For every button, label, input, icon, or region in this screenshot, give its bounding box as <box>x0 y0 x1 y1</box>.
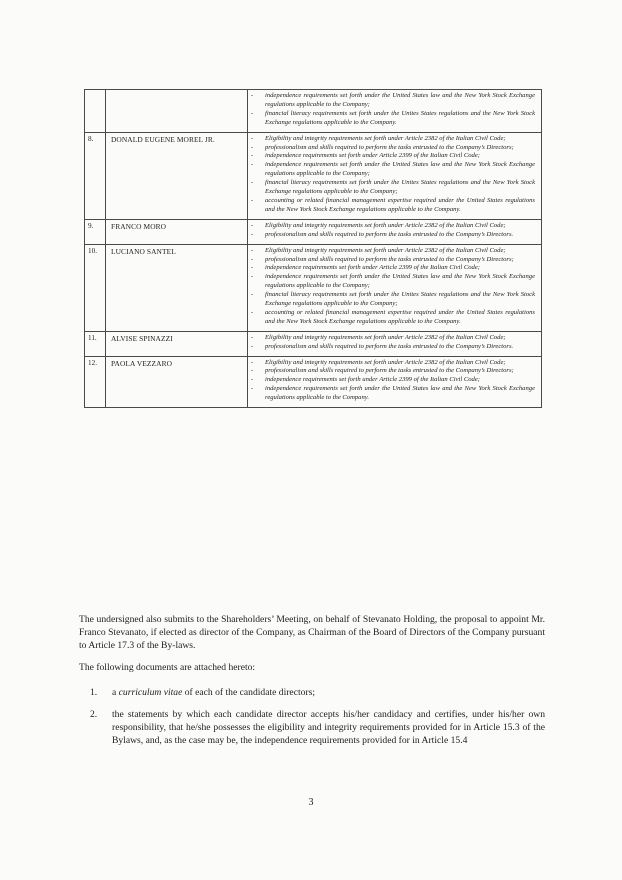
requirement-text: professionalism and skills required to perform the tasks entrusted to the Company’s Directors. <box>265 342 514 350</box>
requirement-item <box>248 334 535 343</box>
requirement-item <box>248 92 535 110</box>
candidate-name: FRANCO MORO <box>106 219 248 244</box>
attachment-item-2 <box>90 708 545 748</box>
requirement-item <box>248 247 535 256</box>
requirement-text: independence requirements set forth under Article 2399 of the Italian Civil Code; <box>265 152 480 160</box>
candidate-requirements <box>248 90 542 133</box>
requirement-text: professionalism and skills required to perform the tasks entrusted to the Company’s Directors; <box>265 367 514 375</box>
requirement-item <box>248 144 535 153</box>
attachment-item-text: a curriculum vitae of each of the candidate directors; <box>112 687 316 698</box>
dash-bullet-icon: - <box>251 221 254 229</box>
requirements-list <box>248 135 535 215</box>
requirement-item <box>248 222 535 231</box>
requirement-text: independence requirements set forth under the United States law and the New York Stock Exchange regulations applicable to the Company. <box>265 385 535 402</box>
requirement-text: accounting or related financial management expertise required under the United States regulations and the New York Stock Exchange regulations applicable to the Company. <box>265 196 535 213</box>
attachment-item-text: the statements by which each candidate director accepts his/her candidacy and certifies, under his/her own responsibility, that he/she possesses the eligibility and integrity requirements provided for in Article 15.3 of the Bylaws, and, as the case may be, the independence requirements provided for in Article 15.4 <box>112 709 545 747</box>
requirement-item <box>248 376 535 385</box>
requirement-text: Eligibility and integrity requirements set forth under Article 2382 of the Italian Civil Code; <box>265 246 506 254</box>
dash-bullet-icon: - <box>251 143 254 151</box>
requirement-item <box>248 359 535 368</box>
requirement-item <box>248 179 535 197</box>
requirement-item <box>248 231 535 240</box>
dash-bullet-icon: - <box>251 385 254 393</box>
requirement-item <box>248 273 535 291</box>
candidate-name: PAOLA VEZZARO <box>106 356 248 408</box>
emphasis: curriculum vitae <box>118 687 183 698</box>
dash-bullet-icon: - <box>251 273 254 281</box>
candidate-number: 10. <box>85 244 106 331</box>
requirement-item <box>248 152 535 161</box>
candidate-name <box>106 90 248 133</box>
dash-bullet-icon: - <box>251 196 254 204</box>
requirement-text: independence requirements set forth under the United States law and the New York Stock Exchange regulations applicable to the Company; <box>265 273 535 290</box>
requirement-text: independence requirements set forth under Article 2399 of the Italian Civil Code; <box>265 264 480 272</box>
requirement-text: Eligibility and integrity requirements set forth under Article 2382 of the Italian Civil Code; <box>265 134 506 142</box>
requirement-item <box>248 367 535 376</box>
attachment-item-number: 1. <box>90 687 98 698</box>
dash-bullet-icon: - <box>251 92 254 99</box>
requirements-list <box>248 334 535 352</box>
requirement-text: professionalism and skills required to perform the tasks entrusted to the Company’s Directors; <box>265 143 514 151</box>
requirement-item <box>248 343 535 352</box>
candidate-table <box>84 89 542 408</box>
dash-bullet-icon: - <box>251 179 254 187</box>
requirement-text: Eligibility and integrity requirements set forth under Article 2382 of the Italian Civil Code; <box>265 221 506 229</box>
candidate-row <box>85 132 542 219</box>
candidate-row <box>85 244 542 331</box>
dash-bullet-icon: - <box>251 109 254 117</box>
candidate-requirements <box>248 331 542 356</box>
requirement-item <box>248 309 535 327</box>
dash-bullet-icon: - <box>251 342 254 350</box>
attachment-item-1 <box>90 686 545 699</box>
candidate-requirements <box>248 244 542 331</box>
candidate-row <box>85 356 542 408</box>
requirement-text: independence requirements set forth under the United States law and the New York Stock Exchange regulations applicable to the Company; <box>265 92 535 108</box>
requirement-item <box>248 385 535 403</box>
requirements-list <box>248 247 535 327</box>
dash-bullet-icon: - <box>251 161 254 169</box>
dash-bullet-icon: - <box>251 333 254 341</box>
candidate-requirements <box>248 356 542 408</box>
candidate-name: DONALD EUGENE MOREL JR. <box>106 132 248 219</box>
requirements-list <box>248 222 535 240</box>
page-number: 3 <box>308 797 314 808</box>
candidate-name: LUCIANO SANTEL <box>106 244 248 331</box>
requirement-item <box>248 291 535 309</box>
dash-bullet-icon: - <box>251 358 254 366</box>
dash-bullet-icon: - <box>251 134 254 142</box>
requirement-text: financial literacy requirements set forth under the Unites States regulations and the New York Stock Exchange regulations applicable to the Company; <box>265 179 535 196</box>
candidate-number: 8. <box>85 132 106 219</box>
dash-bullet-icon: - <box>251 264 254 272</box>
requirement-item <box>248 161 535 179</box>
requirement-text: accounting or related financial management expertise required under the United States regulations and the New York Stock Exchange regulations applicable to the Company. <box>265 308 535 325</box>
requirements-list <box>248 359 535 404</box>
requirements-list <box>248 92 535 128</box>
candidate-row <box>85 331 542 356</box>
candidate-number: 11. <box>85 331 106 356</box>
requirement-item <box>248 264 535 273</box>
requirement-text: professionalism and skills required to perform the tasks entrusted to the Company’s Directors; <box>265 255 514 263</box>
attachments-intro: The following documents are attached hereto: <box>79 662 256 673</box>
dash-bullet-icon: - <box>251 246 254 254</box>
requirement-item <box>248 256 535 265</box>
candidate-requirements <box>248 132 542 219</box>
requirement-text: Eligibility and integrity requirements set forth under Article 2382 of the Italian Civil Code; <box>265 333 506 341</box>
dash-bullet-icon: - <box>251 152 254 160</box>
dash-bullet-icon: - <box>251 376 254 384</box>
dash-bullet-icon: - <box>251 230 254 238</box>
requirement-text: financial literacy requirements set forth under the Unites States regulations and the New York Stock Exchange regulations applicable to the Company; <box>265 291 535 308</box>
requirement-item <box>248 110 535 128</box>
dash-bullet-icon: - <box>251 367 254 375</box>
requirement-text: financial literacy requirements set forth under the Unites States regulations and the New York Stock Exchange regulations applicable to the Company. <box>265 109 535 126</box>
requirement-item <box>248 197 535 215</box>
candidate-number: 9. <box>85 219 106 244</box>
dash-bullet-icon: - <box>251 291 254 299</box>
candidate-name: ALVISE SPINAZZI <box>106 331 248 356</box>
candidate-requirements <box>248 219 542 244</box>
attachment-item-number: 2. <box>90 709 98 720</box>
requirement-text: independence requirements set forth under the United States law and the New York Stock Exchange regulations applicable to the Company; <box>265 161 535 178</box>
candidate-row <box>85 90 542 133</box>
requirement-item <box>248 135 535 144</box>
candidate-number: 12. <box>85 356 106 408</box>
candidate-table-body <box>85 90 542 408</box>
chairman-proposal-paragraph: The undersigned also submits to the Shareholders’ Meeting, on behalf of Stevanato Holding, the proposal to appoint Mr. Franco Stevanato, if elected as director of the Company, as Chairman of the Board of Directors of the Company pursuant to Article 17.3 of the By-laws. <box>79 614 545 652</box>
candidate-number <box>85 90 106 133</box>
requirement-text: professionalism and skills required to perform the tasks entrusted to the Company’s Directors. <box>265 230 514 238</box>
requirement-text: independence requirements set forth under Article 2399 of the Italian Civil Code; <box>265 376 480 384</box>
requirement-text: Eligibility and integrity requirements set forth under Article 2382 of the Italian Civil Code; <box>265 358 506 366</box>
dash-bullet-icon: - <box>251 255 254 263</box>
dash-bullet-icon: - <box>251 308 254 316</box>
candidate-row <box>85 219 542 244</box>
